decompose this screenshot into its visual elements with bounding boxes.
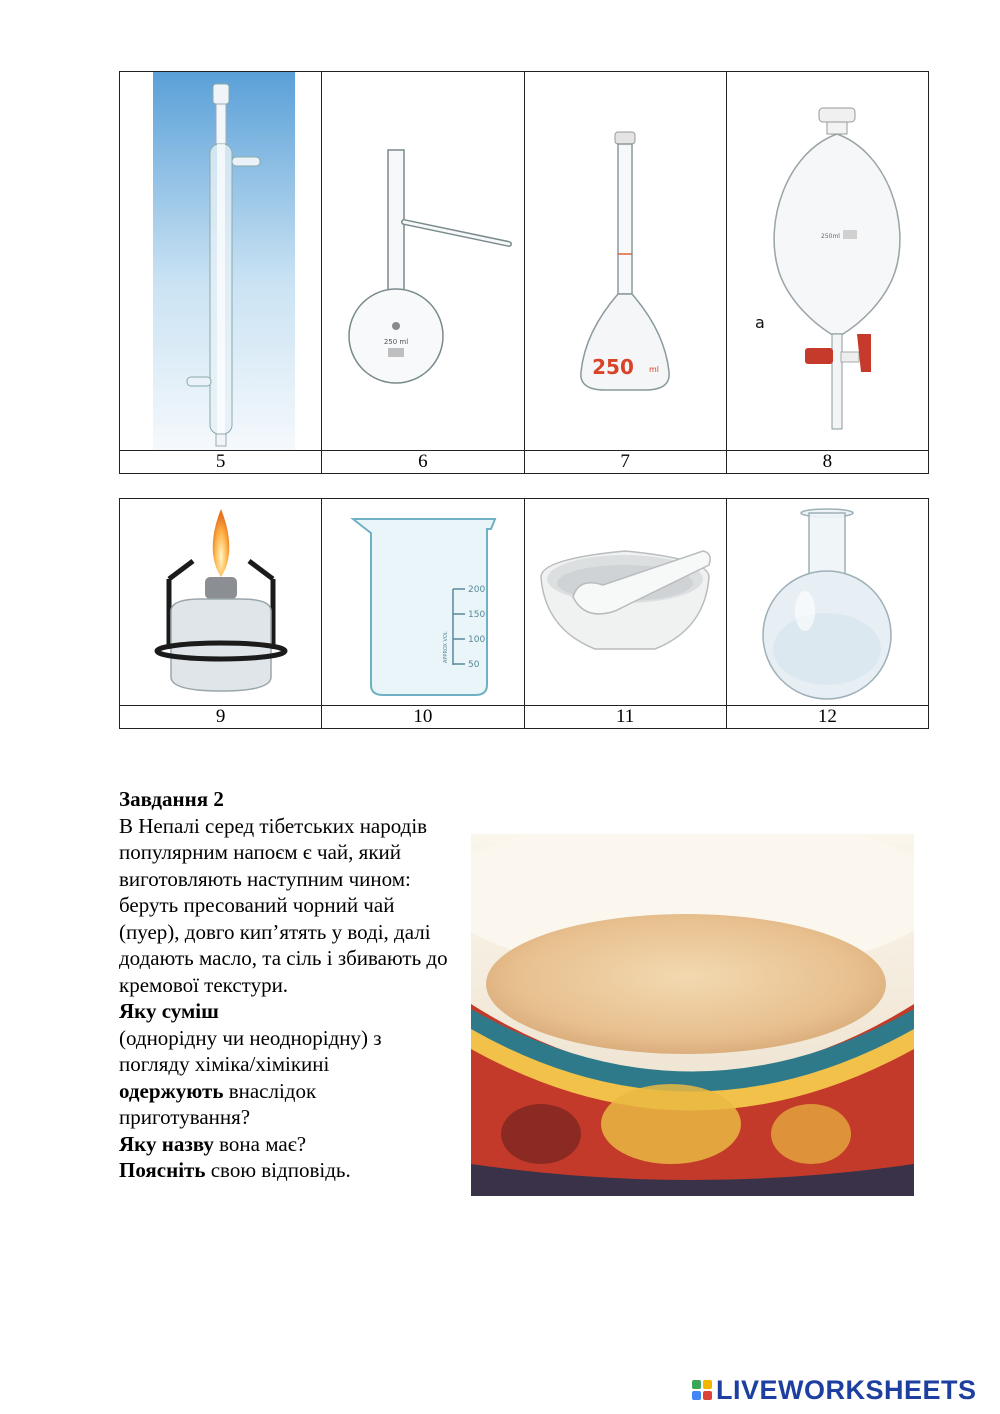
reflux-condenser-image	[120, 72, 322, 451]
item-number-11: 11	[524, 706, 726, 729]
equipment-table-2	[119, 498, 929, 729]
question-4-bold: Поясніть	[119, 1158, 206, 1182]
volumetric-unit: ml	[649, 365, 660, 374]
liveworksheets-logo-icon	[692, 1380, 712, 1400]
beaker-vertical-text: APPROX VOL	[442, 631, 449, 663]
flask-volume-label: 250 ml	[383, 338, 409, 346]
beaker-image	[322, 499, 524, 706]
beaker-scale-100: 100	[467, 635, 486, 645]
equipment-table-1	[119, 71, 929, 474]
beaker-scale-200: 200	[467, 585, 486, 595]
liveworksheets-brand	[692, 1374, 977, 1406]
item-number-6: 6	[322, 451, 524, 474]
question-1-bold: Яку суміш	[119, 999, 219, 1023]
question-3-bold: Яку назву	[119, 1131, 214, 1156]
question-4-rest: свою відповідь.	[205, 1158, 351, 1182]
task-paragraph: В Непалі серед тібетських народів популярним напоєм є чай, який виготовляють наступним чином: беруть пресований чорний чай (пуер), довго кип’ятять у воді, далі додають масло, та сіль і збивають до кремової текстури.	[119, 813, 448, 997]
item-number-9: 9	[120, 706, 322, 729]
butter-tea-bowl-photo	[471, 834, 914, 1196]
volumetric-flask-image	[524, 72, 726, 451]
beaker-scale-50: 50	[467, 660, 480, 670]
spirit-lamp-image	[120, 499, 322, 706]
task-heading: Завдання 2	[119, 787, 224, 811]
distillation-flask-image	[322, 72, 524, 451]
funnel-volume-label: 250ml	[821, 233, 841, 240]
mortar-and-pestle-image	[524, 499, 726, 706]
separatory-funnel-image	[726, 72, 928, 451]
volumetric-mark: 250	[592, 355, 634, 379]
item-number-5: 5	[120, 451, 322, 474]
item-number-8: 8	[726, 451, 928, 474]
logo-square-3	[692, 1391, 701, 1400]
funnel-side-letter: a	[755, 313, 766, 332]
logo-square-2	[703, 1380, 712, 1389]
logo-square-4	[703, 1391, 712, 1400]
item-number-7: 7	[524, 451, 726, 474]
logo-square-1	[692, 1380, 701, 1389]
task-2-block	[119, 786, 449, 1184]
round-bottom-flask-image	[726, 499, 928, 706]
question-3-rest: вона має?	[213, 1131, 307, 1156]
brand-name: LIVEWORKSHEETS	[716, 1374, 977, 1405]
question-2-rest: внаслідок приготування?	[119, 1078, 317, 1129]
question-1-rest: (однорідну чи неоднорідну) з погляду хіміка/хімікині	[119, 1025, 382, 1076]
beaker-scale-150: 150	[467, 610, 486, 620]
question-2-bold: одержують	[119, 1078, 224, 1103]
item-number-12: 12	[726, 706, 928, 729]
item-number-10: 10	[322, 706, 524, 729]
